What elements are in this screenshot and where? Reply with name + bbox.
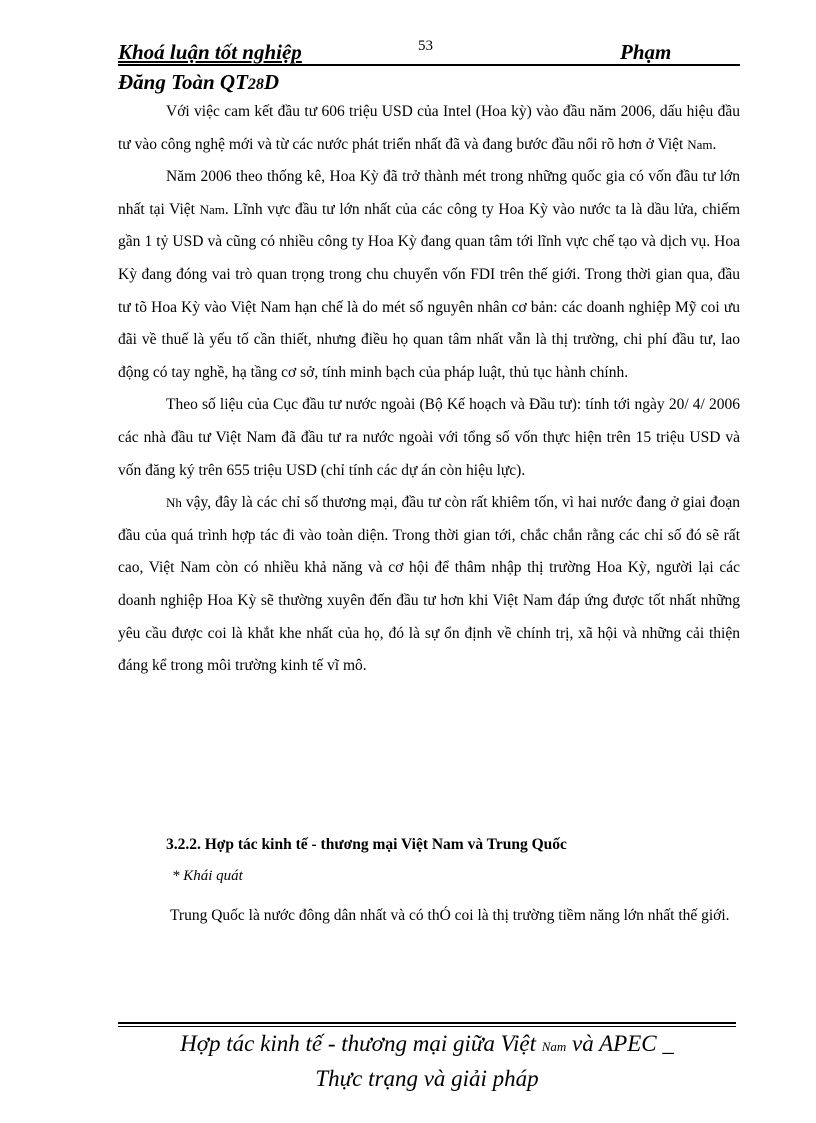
paragraph-2-rest: . Lĩnh vực đầu tư lớn nhất của các công ty Hoa Kỳ vào nước ta là dầu lửa, chiếm gần 1 tỷ USD và cũng có nhiều công ty Hoa Kỳ đang quan tâm tới lĩnh vực chế tạo và dịch vụ. Hoa Kỳ đang đóng vai trò quan trọng trong chu chuyển vốn FDI trên thế giới. Trong thời gian qua, đầu tư tõ Hoa Kỳ vào Việt Nam hạn chế là do mét số nguyên nhân cơ bản: các doanh nghiệp Mỹ coi ưu đãi về thuế là yếu tố cần thiết, nhưng điều họ quan tâm nhất vẫn là thị trường, chi phí đầu tư, lao động có tay nghề, hạ tầng cơ sở, tính minh bạch của pháp luật, thủ tục hành chính. [118, 200, 741, 381]
body-text [118, 96, 740, 683]
footer-line-2: Thực trạng và giải pháp [315, 1066, 539, 1091]
paragraph-1 [118, 96, 740, 161]
paragraph-5-block [118, 900, 740, 933]
footer-line-1-text: Hợp tác kinh tế - thương mại giữa Việt [180, 1031, 542, 1056]
paragraph-4-small-word: Nh [166, 495, 182, 511]
footer-line-1 [118, 1028, 736, 1063]
header-class-number: 28 [247, 76, 264, 93]
paragraph-1-small-word: Nam [687, 136, 713, 152]
footer-rule-thick [118, 1022, 736, 1024]
paragraph-2-text: Năm 2006 theo thống kê, Hoa Kỳ đã trở thành mét trong những quốc gia có vốn đầu tư lớn nhất tại Việt [118, 168, 740, 218]
header-thesis-label: Khoá luận tốt nghiệp [118, 40, 302, 64]
footer-line-1-end: và APEC _ [566, 1031, 674, 1056]
header-author-first: Phạm [620, 40, 672, 64]
header-class-suffix: D [263, 70, 280, 94]
footer-rule-thin [118, 1026, 736, 1027]
footer-title [118, 1028, 736, 1095]
footer-small-word: Nam [541, 1039, 567, 1054]
header-rule [118, 64, 740, 66]
header-author-name: Đăng Toàn QT [118, 70, 248, 94]
paragraph-3: Theo số liệu của Cục đầu tư nước ngoài (Bộ Kế hoạch và Đầu tư): tính tới ngày 20/ 4/ 2006 các nhà đầu tư Việt Nam đã đầu tư ra nước ngoài với tổng số vốn thực hiện trên 15 triệu USD và vốn đăng ký trên 655 triệu USD (chỉ tính các dự án còn hiệu lực). [118, 396, 740, 479]
paragraph-4-text: vậy, đây là các chỉ số thương mại, đầu tư còn rất khiêm tốn, vì hai nước đang ở giai đoạn đầu của quá trình hợp tác đi vào toàn diện. Trong thời gian tới, chắc chắn rằng các chỉ số đó sẽ rất cao, Việt Nam còn có nhiều khả năng và cơ hội để thâm nhập thị trường Hoa Kỳ, người lại các doanh nghiệp Hoa Kỳ sẽ thường xuyên đến đầu tư hơn khi Việt Nam đáp ứng được tốt nhất những yêu cầu được coi là khắt khe nhất của họ, đó là sự ổn định về chính trị, xã hội và những cải thiện đáng kể trong môi trường kinh tế vĩ mô. [118, 494, 740, 675]
header-author-line [118, 70, 279, 95]
paragraph-2 [118, 161, 740, 389]
paragraph-4 [118, 487, 740, 683]
section-title: 3.2.2. Hợp tác kinh tế - thương mại Việt Nam và Trung Quốc [166, 836, 567, 853]
paragraph-1-text: Với việc cam kết đầu tư 606 triệu USD của Intel (Hoa kỳ) vào đầu năm 2006, dấu hiệu đầu tư vào công nghệ mới và từ các nước phát triển nhất đã và đang bước đầu nổi rõ hơn ở Việt [118, 103, 740, 153]
paragraph-2-small-word: Nam [199, 201, 225, 217]
subsection-title: * Khái quát [172, 868, 243, 884]
paragraph-5: Trung Quốc là nước đông dân nhất và có thÓ coi là thị trường tiềm năng lớn nhất thế giới. [170, 907, 730, 924]
page-number: 53 [418, 38, 433, 54]
paragraph-1-end: . [712, 135, 717, 153]
